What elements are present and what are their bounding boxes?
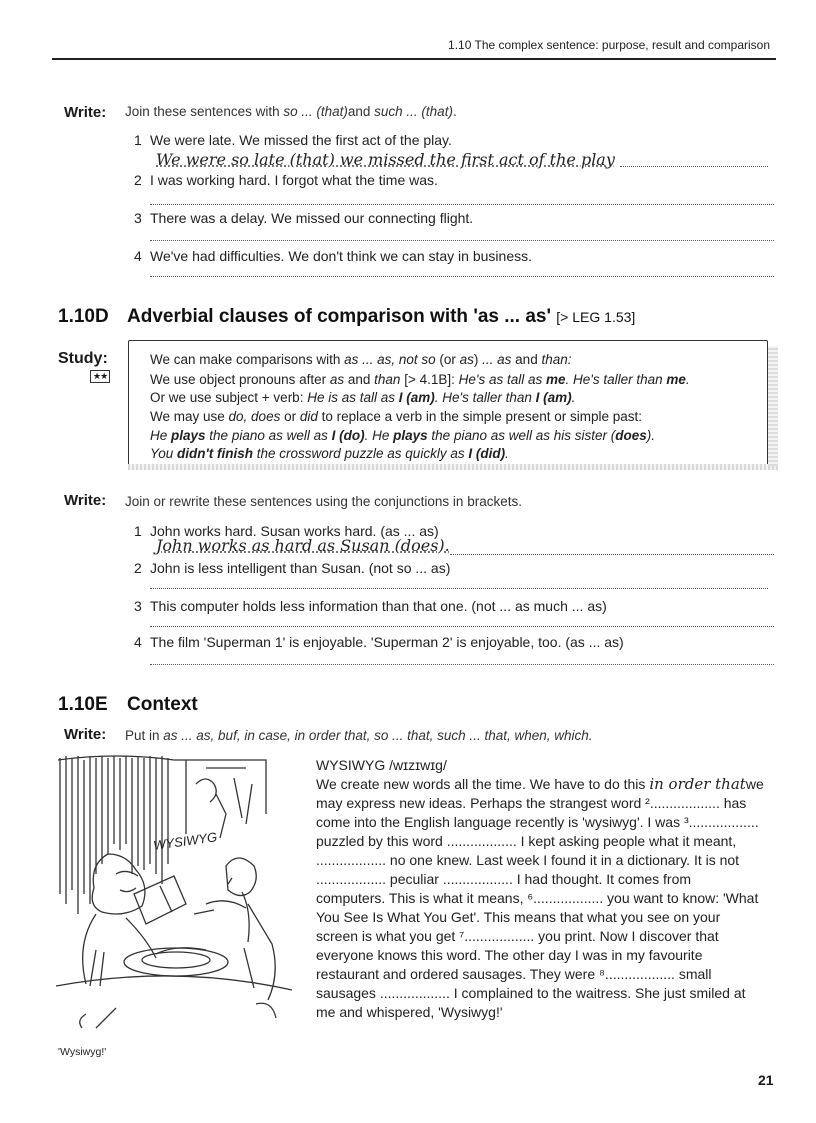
section-number: 1.10E [58,694,108,715]
study-line: We can make comparisons with as ... as, not so (or as) ... as and than: [150,352,572,367]
passage-line: screen is what you get ⁷.................. you print. Now I discover that [316,928,719,944]
item-text: We've had difficulties. We don't think we can stay in business. [150,248,532,264]
passage-line: sausages .................. I complained to the waitress. She just smiled at [316,985,746,1001]
item-number: 1 [134,523,142,539]
exercise-instruction: Put in as ... as, buf, in case, in order that, so ... that, such ... that, when, which. [125,728,593,743]
cartoon-caption: 'Wysiwyg!' [58,1046,107,1058]
header-rule [52,58,776,60]
study-box-shadow [128,464,778,470]
leg-reference: [> LEG 1.53] [556,309,636,325]
item-number: 3 [134,598,142,614]
answer-line[interactable] [450,554,774,555]
item-text: This computer holds less information than that one. (not ... as much ... as) [150,598,607,614]
write-label: Write: [64,726,107,743]
item-text: We were late. We missed the first act of the play. [150,132,452,148]
answer-line[interactable] [150,204,774,205]
cartoon-sign-text: WYSIWYG [152,829,219,853]
study-label: Study: [58,350,108,367]
passage-line: computers. This is what it means, ⁶.................. you want to know: 'What [316,890,759,906]
answer-line[interactable] [150,626,774,627]
passage-line: me and whispered, 'Wysiwyg!' [316,1004,503,1020]
answer-line[interactable] [150,240,774,241]
exercise-instruction: Join these sentences with so ... (that)and such ... (that). [125,104,457,119]
item-text: I was working hard. I forgot what the time was. [150,172,438,188]
passage-line: come into the English language recently is 'wysiwyg'. I was ³.................. [316,814,759,830]
handwritten-answer: in order that [649,775,746,793]
study-line: You didn't finish the crossword puzzle as quickly as I (did). [150,446,509,461]
passage-line: .................. peculiar .................. I had thought. It comes from [316,871,692,887]
passage-line: We create new words all the time. We have to do this in order thatwe [316,775,764,793]
handwritten-answer: John works as hard as Susan (does). [156,536,450,555]
answer-line[interactable] [150,588,768,589]
item-number: 3 [134,210,142,226]
passage-line: .................. no one knew. Last week I found it in a dictionary. It is not [316,852,740,868]
section-title: Context [127,694,198,715]
study-line: Or we use subject + verb: He is as tall as I (am). He's taller than I (am). [150,390,576,405]
handwritten-answer: We were so late (that) we missed the first act of the play [156,150,615,169]
item-number: 2 [134,172,142,188]
study-box-shadow [768,346,778,466]
item-text: John is less intelligent than Susan. (not so ... as) [150,560,451,576]
passage-line: You See Is What You Get'. This means that what you see on your [316,909,721,925]
write-label: Write: [64,492,107,509]
item-number: 4 [134,248,142,264]
section-number: 1.10D [58,306,109,327]
difficulty-stars: ★★ [90,370,110,383]
passage-heading: WYSIWYG /wɪzɪwɪg/ [316,757,447,773]
study-line: We may use do, does or did to replace a verb in the simple present or simple past: [150,409,643,424]
item-number: 1 [134,132,142,148]
restaurant-cartoon [56,754,294,1030]
answer-line[interactable] [150,276,774,277]
passage-line: restaurant and ordered sausages. They were ⁸.................. small [316,966,712,982]
item-number: 4 [134,634,142,650]
item-text: John works hard. Susan works hard. (as ... as) [150,523,439,539]
study-line: He plays the piano as well as I (do). He plays the piano as well as his sister (does). [150,428,656,443]
item-text: The film 'Superman 1' is enjoyable. 'Superman 2' is enjoyable, too. (as ... as) [150,634,624,650]
passage-line: puzzled by this word .................. I kept asking people what it meant, [316,833,737,849]
section-title: Adverbial clauses of comparison with 'as ... as' [> LEG 1.53] [127,306,636,327]
cartoon-illustration [56,754,294,1030]
study-line: We use object pronouns after as and than [> 4.1B]: He's as tall as me. He's taller than me. [150,372,690,387]
item-number: 2 [134,560,142,576]
passage-line: may express new ideas. Perhaps the strangest word ².................. has [316,795,747,811]
exercise-instruction: Join or rewrite these sentences using the conjunctions in brackets. [125,494,522,509]
write-label: Write: [64,104,107,121]
answer-line[interactable] [620,166,768,167]
passage-line: everyone knows this word. The other day I was in my favourite [316,947,703,963]
answer-line[interactable] [150,664,774,665]
page-number: 21 [758,1072,774,1088]
item-text: There was a delay. We missed our connecting flight. [150,210,474,226]
running-head: 1.10 The complex sentence: purpose, result and comparison [448,38,770,52]
